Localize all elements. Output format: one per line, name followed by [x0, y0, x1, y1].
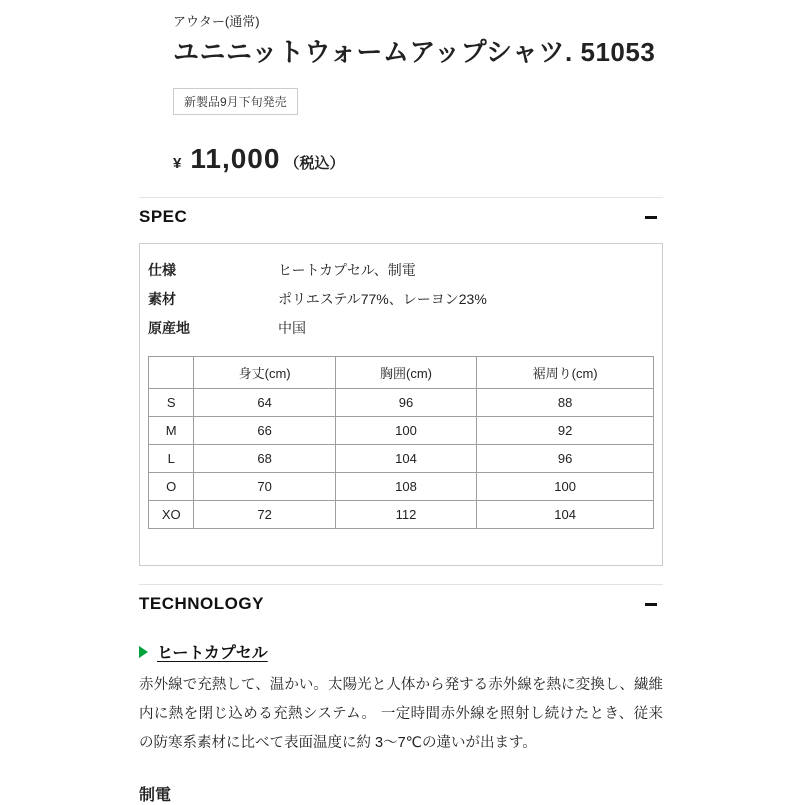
product-price	[173, 143, 663, 177]
tech-item-description: 赤外線で充熱して、温かい。太陽光と人体から発する赤外線を熱に変換し、繊維内に熱を閉じ込める充熱システム。 一定時間赤外線を照射し続けたとき、従来の防寒系素材に比べて表面温度に約 3～7℃の違いが出ます。	[139, 677, 663, 751]
value-cell: 104	[477, 501, 654, 529]
collapse-minus-icon[interactable]	[645, 603, 657, 606]
table-row	[149, 417, 654, 445]
spec-row	[148, 318, 654, 338]
product-header	[173, 14, 663, 177]
product-category: アウター(通常)	[173, 14, 260, 29]
size-cell: O	[149, 473, 194, 501]
collapse-minus-icon[interactable]	[645, 216, 657, 219]
table-row	[149, 445, 654, 473]
size-cell: S	[149, 389, 194, 417]
spec-value: ポリエステル77%、レーヨン23%	[278, 291, 487, 307]
price-tax-note: （税込）	[284, 155, 345, 172]
value-cell: 66	[194, 417, 335, 445]
value-cell: 108	[335, 473, 476, 501]
spec-section-header[interactable]	[139, 197, 663, 227]
spec-value: ヒートカプセル、制電	[278, 262, 416, 278]
size-cell: L	[149, 445, 194, 473]
spec-label: 素材	[148, 291, 176, 307]
new-release-badge: 新製品9月下旬発売	[173, 88, 298, 115]
value-cell: 68	[194, 445, 335, 473]
size-table-header-cell: 裾周り(cm)	[477, 357, 654, 389]
size-table-header-cell: 身丈(cm)	[194, 357, 335, 389]
spec-section-title: SPEC	[139, 207, 188, 226]
price-currency-symbol: ¥	[173, 155, 182, 172]
value-cell: 100	[335, 417, 476, 445]
value-cell: 64	[194, 389, 335, 417]
spec-box	[139, 243, 663, 566]
size-table-header-cell: 胸囲(cm)	[335, 357, 476, 389]
table-row	[149, 473, 654, 501]
spec-row	[148, 289, 654, 309]
spec-label: 原産地	[148, 320, 190, 336]
value-cell: 100	[477, 473, 654, 501]
size-chart-table	[148, 356, 654, 529]
value-cell: 70	[194, 473, 335, 501]
spec-row	[148, 260, 654, 280]
value-cell: 112	[335, 501, 476, 529]
value-cell: 96	[335, 389, 476, 417]
product-title: ユニニットウォームアップシャツ. 51053	[173, 37, 656, 67]
price-amount: 11,000	[190, 143, 281, 174]
value-cell: 96	[477, 445, 654, 473]
product-detail-page	[139, 0, 663, 805]
value-cell: 104	[335, 445, 476, 473]
size-table-header-row	[149, 357, 654, 389]
spec-value: 中国	[278, 320, 306, 336]
value-cell: 88	[477, 389, 654, 417]
tech-item-heat-capsule[interactable]	[139, 640, 663, 663]
technology-section-header[interactable]	[139, 584, 663, 614]
size-cell: XO	[149, 501, 194, 529]
size-table-header-cell	[149, 357, 194, 389]
size-cell: M	[149, 417, 194, 445]
spec-details-list	[148, 260, 654, 338]
technology-section-title: TECHNOLOGY	[139, 594, 264, 613]
green-triangle-icon	[139, 646, 148, 658]
tech-item-title-link[interactable]: ヒートカプセル	[157, 645, 268, 662]
value-cell: 72	[194, 501, 335, 529]
spec-label: 仕様	[148, 262, 176, 278]
value-cell: 92	[477, 417, 654, 445]
tech-item-title-seiden: 制電	[139, 787, 172, 804]
table-row	[149, 389, 654, 417]
table-row	[149, 501, 654, 529]
